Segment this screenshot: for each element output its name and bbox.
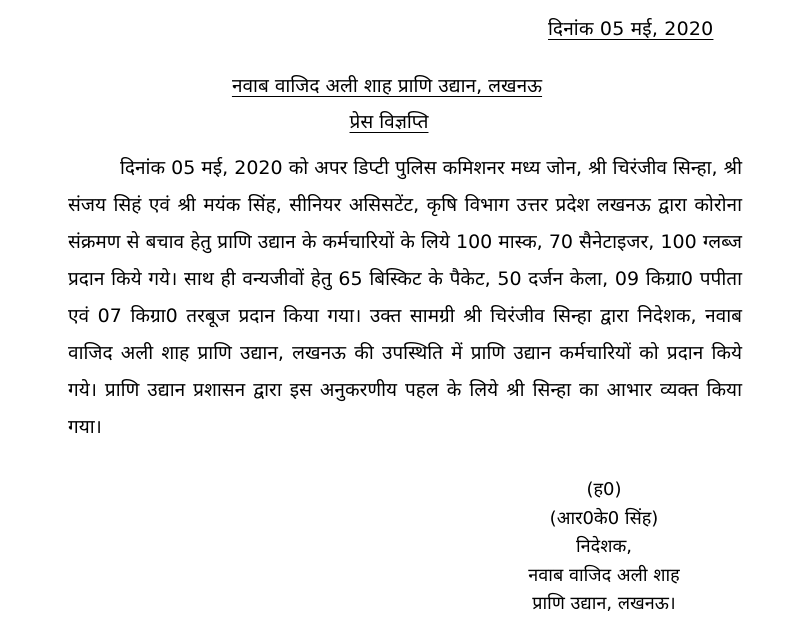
signatory-designation: निदेशक, <box>576 536 632 557</box>
signatory-name: (आर0के0 सिंह) <box>549 507 659 529</box>
signatory-org-line-2: प्राणि उद्यान, लखनऊ। <box>532 593 676 614</box>
signed-mark: (ह0) <box>586 479 622 500</box>
signatory-org-line-1: नवाब वाजिद अली शाह <box>528 564 680 586</box>
signature-block <box>504 476 704 619</box>
release-date: दिनांक 05 मई, 2020 <box>548 18 714 40</box>
press-release-title: प्रेस विज्ञप्ति <box>349 111 429 133</box>
organization-title: नवाब वाजिद अली शाह प्राणि उद्यान, लखनऊ <box>231 75 543 97</box>
press-release-body: दिनांक 05 मई, 2020 को अपर डिप्टी पुलिस कमिशनर मध्य जोन, श्री चिरंजीव सिन्हा, श्री संजय सिहं एवं श्री मयंक सिंह, सीनियर असिसटेंट, कृषि विभाग उत्तर प्रदेश लखनऊ द्वारा कोरोना संक्रमण से बचाव हेतु प्राणि उद्यान के कर्मचारियों के लिये 100 मास्क, 70 सैनेटाइजर, 100 ग्लब्ज प्रदान किये गये। साथ ही वन्यजीवों हेतु 65 बिस्किट के पैकेट, 50 दर्जन केला, 09 किग्रा0 पपीता एवं 07 किग्रा0 तरबूज प्रदान किया गया। उक्त सामग्री श्री चिरंजीव सिन्हा द्वारा निदेशक, नवाब वाजिद अली शाह प्राणि उद्यान, लखनऊ की उपस्थिति में प्राणि उद्यान कर्मचारियों को प्रदान किये गये। प्राणि उद्यान प्रशासन द्वारा इस अनुकरणीय पहल के लिये श्री सिन्हा का आभार व्यक्त किया गया। <box>68 157 742 438</box>
